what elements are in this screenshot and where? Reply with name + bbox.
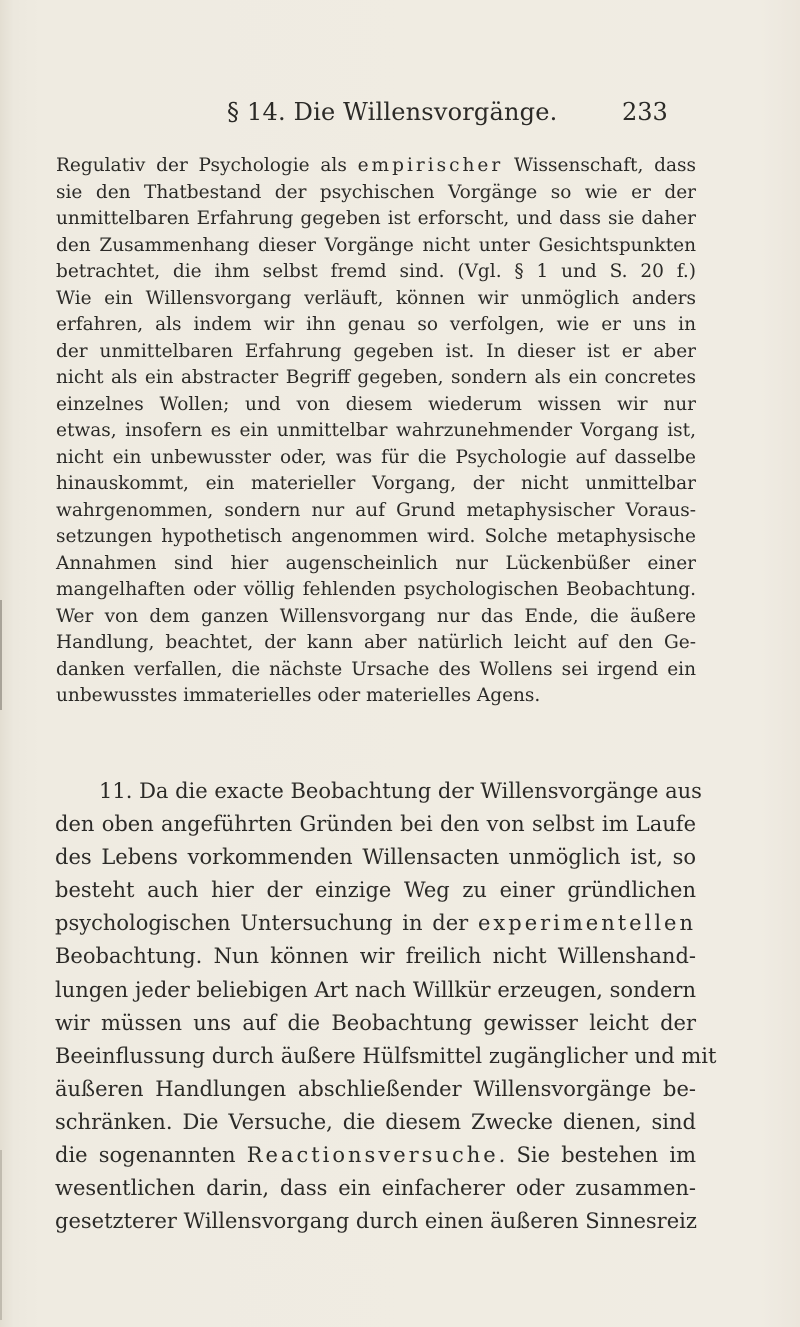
text-line: sie den Thatbestand der psychischen Vorgänge so wie er der bbox=[56, 181, 696, 203]
text-line: die sogenannten Reactionsversuche. Sie bestehen im bbox=[55, 1143, 696, 1168]
text-line: hinauskommt, ein materieller Vorgang, der nicht unmittelbar bbox=[56, 473, 696, 494]
text-line: lungen jeder beliebigen Art nach Willkür erzeugen, sondern bbox=[55, 977, 696, 1002]
text-line: äußeren Handlungen abschließender Willensvorgänge be- bbox=[55, 1076, 696, 1101]
text-line: nicht als ein abstracter Begriff gegeben, sondern als ein concretes bbox=[56, 367, 696, 388]
text-line: nicht ein unbewusster oder, was für die Psychologie auf dasselbe bbox=[56, 446, 696, 468]
text-line: wahrgenommen, sondern nur auf Grund metaphysischer Voraus- bbox=[56, 499, 696, 521]
text-line: erfahren, als indem wir ihn genau so verfolgen, wie er uns in bbox=[56, 314, 696, 335]
emphasized-term: empirischer bbox=[357, 155, 504, 176]
scan-edge-shadow bbox=[0, 600, 2, 710]
paragraph-1 bbox=[56, 153, 696, 710]
text-line: unmittelbaren Erfahrung gegeben ist erforscht, und dass sie daher bbox=[56, 208, 696, 229]
text-line: wir müssen uns auf die Beobachtung gewisser leicht der bbox=[55, 1010, 696, 1035]
running-head: § 14. Die Willensvorgänge. bbox=[227, 98, 558, 126]
text-line: Regulativ der Psychologie als empirischer Wissenschaft, dass bbox=[56, 155, 696, 176]
text-line: Annahmen sind hier augenscheinlich nur Lückenbüßer einer bbox=[56, 552, 696, 574]
text-line: danken verfallen, die nächste Ursache des Wollens sei irgend ein bbox=[56, 658, 696, 680]
text-line: einzelnes Wollen; und von diesem wiederum wissen wir nur bbox=[56, 393, 696, 415]
text-line: unbewusstes immaterielles oder materielles Agens. bbox=[56, 685, 541, 706]
text-line: den oben angeführten Gründen bei den von selbst im Laufe bbox=[55, 812, 696, 837]
text-line: mangelhaften oder völlig fehlenden psychologischen Beobachtung. bbox=[56, 579, 696, 600]
text-line: des Lebens vorkommenden Willensacten unmöglich ist, so bbox=[55, 845, 696, 870]
text-line: etwas, insofern es ein unmittelbar wahrzunehmender Vorgang ist, bbox=[56, 420, 696, 441]
text-line: besteht auch hier der einzige Weg zu einer gründlichen bbox=[55, 878, 696, 903]
text-line: Beobachtung. Nun können wir freilich nicht Willenshand- bbox=[55, 944, 696, 969]
text-line: der unmittelbaren Erfahrung gegeben ist. In dieser ist er aber bbox=[56, 340, 696, 362]
text-line: Wer von dem ganzen Willensvorgang nur das Ende, die äußere bbox=[56, 605, 696, 627]
text-line: betrachtet, die ihm selbst fremd sind. (Vgl. § 1 und S. 20 f.) bbox=[56, 261, 696, 282]
page-number: 233 bbox=[622, 98, 668, 126]
emphasized-term: experimentellen bbox=[477, 911, 696, 936]
text-line: schränken. Die Versuche, die diesem Zwecke dienen, sind bbox=[55, 1109, 696, 1134]
text-line: Beeinflussung durch äußere Hülfsmittel zugänglicher und mit bbox=[55, 1043, 717, 1068]
text-line: gesetzterer Willensvorgang durch einen äußeren Sinnesreiz bbox=[55, 1209, 697, 1234]
page-header bbox=[0, 98, 800, 138]
text-line: setzungen hypothetisch angenommen wird. Solche metaphysische bbox=[56, 526, 696, 547]
text-line: 11. Da die exacte Beobachtung der Willensvorgänge aus bbox=[99, 779, 702, 803]
text-line: psychologischen Untersuchung in der experimentellen bbox=[55, 911, 696, 936]
text-line: Handlung, beachtet, der kann aber natürlich leicht auf den Ge- bbox=[56, 632, 696, 653]
text-line: Wie ein Willensvorgang verläuft, können wir unmöglich anders bbox=[56, 287, 696, 309]
scan-edge-shadow-lower bbox=[0, 1150, 2, 1320]
emphasized-term: Reactionsversuche bbox=[246, 1143, 499, 1168]
text-line: den Zusammenhang dieser Vorgänge nicht unter Gesichtspunkten bbox=[56, 234, 696, 256]
paragraph-2 bbox=[55, 775, 717, 1238]
text-line: wesentlichen darin, dass ein einfacherer oder zusammen- bbox=[55, 1176, 696, 1201]
